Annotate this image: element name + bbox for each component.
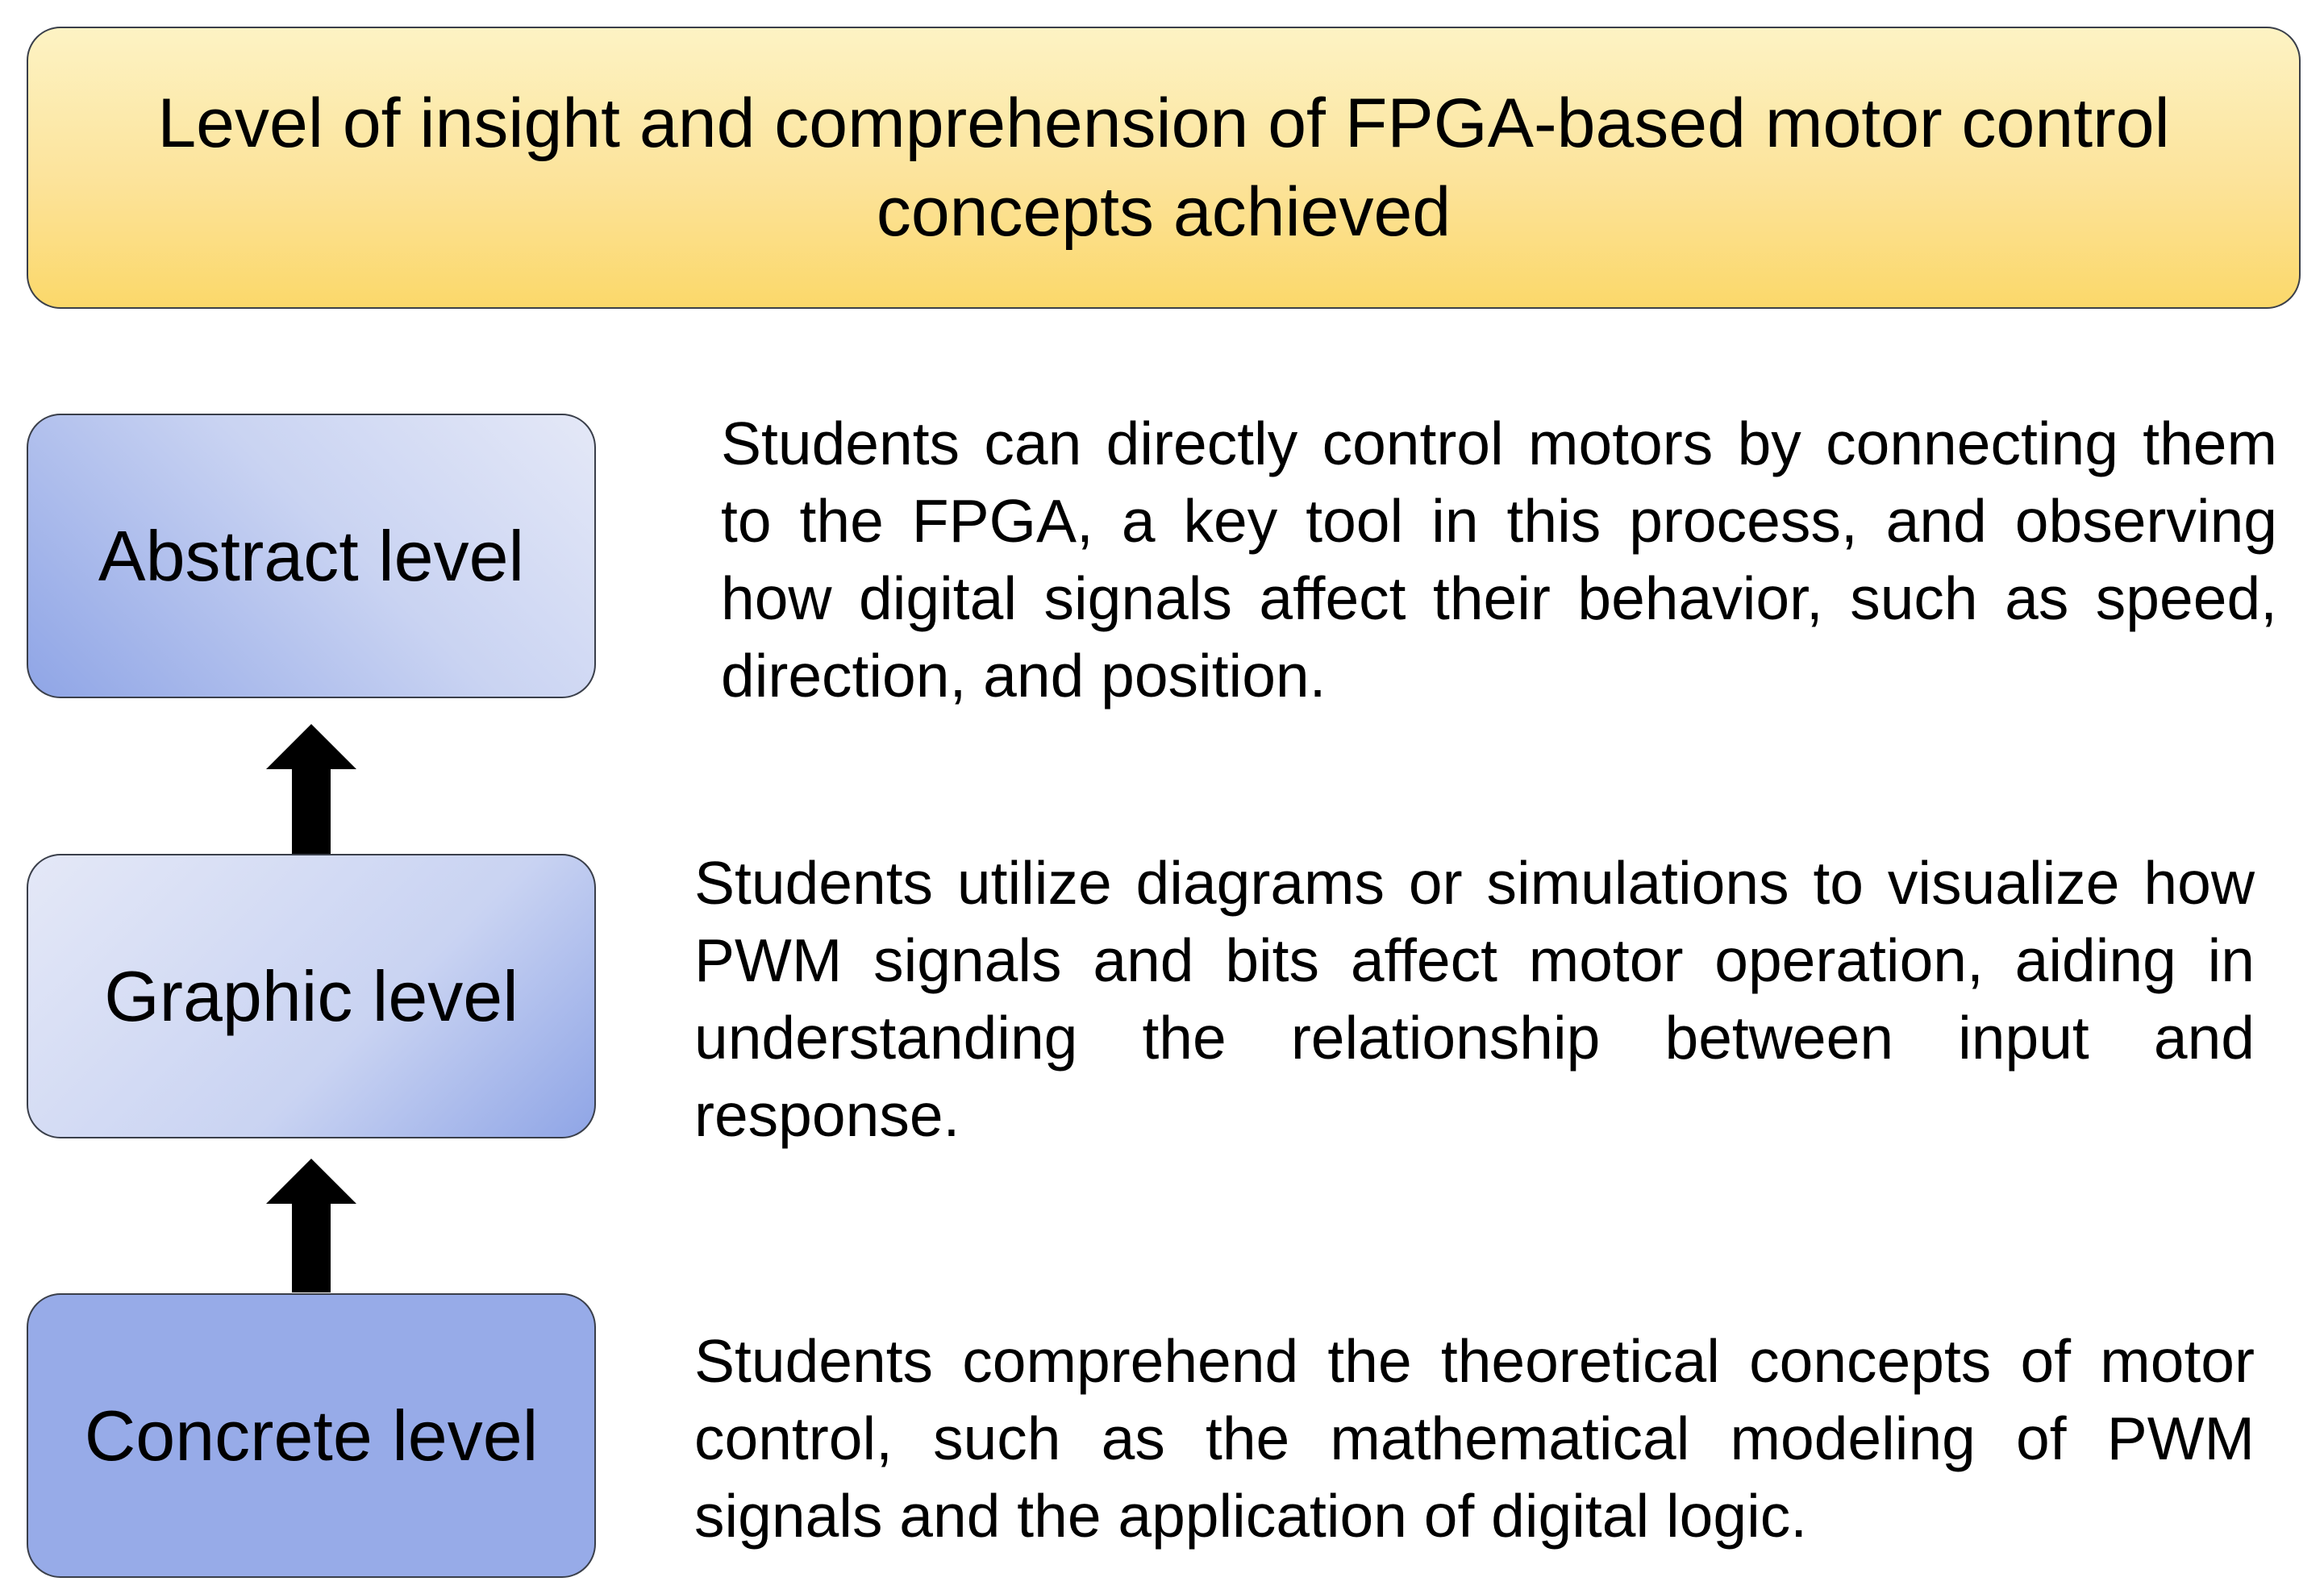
concrete-level-label: Concrete level [84, 1395, 539, 1475]
up-arrow-icon [266, 1159, 356, 1292]
graphic-level-box [27, 854, 596, 1138]
concrete-level-description: Students comprehend the theoretical concepts of motor control, such as the mathematical modeling of PWM signals and the application of digital logic. [694, 1327, 2255, 1550]
concrete-level-box [27, 1293, 596, 1578]
up-arrow-icon [266, 724, 356, 855]
abstract-level-label: Abstract level [98, 515, 525, 596]
diagram-title: Level of insight and comprehension of FPGA-based motor control concepts achieved [157, 85, 2170, 251]
header-banner [27, 27, 2301, 309]
abstract-level-box [27, 414, 596, 698]
graphic-level-label: Graphic level [104, 955, 519, 1036]
graphic-level-description: Students utilize diagrams or simulations to visualize how PWM signals and bits affect motor operation, aiding in understanding the relationship between input and response. [694, 849, 2255, 1149]
abstract-level-description: Students can directly control motors by connecting them to the FPGA, a key tool in this process, and observing how digital signals affect their behavior, such as speed, direction, and position. [721, 410, 2277, 710]
